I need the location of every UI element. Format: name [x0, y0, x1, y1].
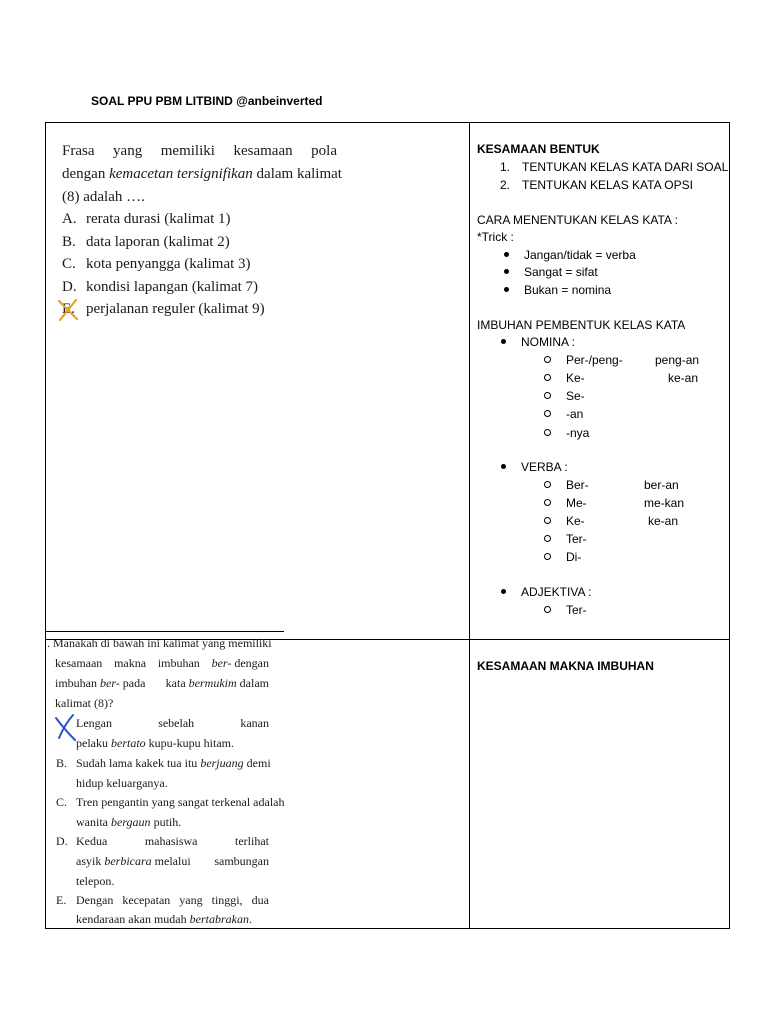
affix: Se-	[566, 389, 585, 403]
q2-italic: ber-	[100, 676, 120, 690]
affix-row	[544, 532, 587, 546]
affix: Ter-	[566, 603, 587, 617]
q2-line-2	[55, 656, 269, 671]
affix: Ke-	[566, 371, 585, 385]
class-label: ADJEKTIVA :	[521, 585, 592, 599]
q2-text: putih.	[150, 815, 182, 829]
trick-item	[504, 248, 636, 262]
affix: Ber-	[566, 478, 589, 492]
affix-row	[544, 550, 582, 564]
notes-heading: KESAMAAN BENTUK	[477, 142, 600, 156]
q2-text: kata	[165, 676, 189, 690]
q1-word: Frasa	[62, 143, 95, 159]
q1-word: pola	[311, 143, 337, 159]
option-letter: D.	[62, 279, 77, 295]
option-text: rerata durasi (kalimat 1)	[86, 211, 231, 227]
affix-row	[544, 478, 679, 492]
q2-option-b-line-2: hidup keluarganya.	[76, 776, 168, 790]
q2-italic: bermukim	[188, 676, 237, 690]
verba-label	[501, 460, 568, 474]
q2-word: terlihat	[235, 834, 269, 848]
q2-text: demi	[243, 756, 271, 770]
q2-option-d-line-2	[76, 854, 269, 869]
trick-text: Bukan = nomina	[524, 283, 612, 297]
q2-text: dengan	[231, 656, 269, 670]
q2-text: dalam	[236, 676, 269, 690]
q2-word: sambungan	[214, 854, 269, 868]
circle-bullet-icon	[544, 553, 551, 560]
trick-text: Sangat = sifat	[524, 265, 598, 279]
q2-word: tinggi,	[211, 893, 243, 907]
content-table	[45, 122, 730, 929]
q1-option-b	[62, 234, 230, 251]
q2-word: kesamaan	[55, 656, 103, 670]
nomina-label	[501, 335, 575, 349]
answer-check-mark-icon	[53, 712, 79, 744]
q2-word: imbuhan	[157, 656, 200, 670]
affix-title: IMBUHAN PEMBENTUK KELAS KATA	[477, 318, 686, 332]
trick-label: *Trick :	[477, 230, 514, 244]
affix: -an	[566, 407, 584, 421]
affix-row	[544, 407, 584, 421]
q2-italic: bertato	[111, 736, 146, 750]
option-letter: B.	[62, 234, 76, 250]
q2-text: .	[248, 912, 252, 926]
q2-word: Lengan	[76, 716, 112, 730]
method-title: CARA MENENTUKAN KELAS KATA :	[477, 213, 678, 227]
affix: -nya	[566, 426, 590, 440]
answer-cross-mark-icon	[56, 298, 80, 322]
q2-text: pada	[119, 676, 146, 690]
trick-text: Jangan/tidak = verba	[524, 248, 636, 262]
option-text: perjalanan reguler (kalimat 9)	[86, 301, 265, 317]
q2-italic: ber-	[211, 656, 232, 670]
q1-option-a	[62, 211, 231, 228]
q2-option-a-line-2	[76, 736, 234, 751]
affix-row	[544, 603, 587, 617]
affix: ke-an	[668, 371, 699, 385]
q2-option-c-line-1	[56, 795, 285, 810]
column-divider	[469, 123, 470, 928]
step-text: TENTUKAN KELAS KATA DARI SOAL	[522, 160, 729, 174]
q2-word: Dengan	[76, 893, 114, 907]
q2-text: wanita	[76, 815, 111, 829]
option-letter: E.	[62, 301, 75, 317]
circle-bullet-icon	[544, 374, 551, 381]
q2-italic: berbicara	[104, 854, 152, 868]
affix-row	[544, 514, 679, 528]
q2-word: makna	[114, 656, 147, 670]
q2-word: Kedua	[76, 834, 108, 848]
affix-row	[544, 353, 700, 367]
circle-bullet-icon	[544, 499, 551, 506]
option-text: kota penyangga (kalimat 3)	[86, 256, 251, 272]
q2-word: yang	[179, 893, 203, 907]
q2-line-4: kalimat (8)?	[55, 696, 114, 710]
bullet-icon	[501, 339, 506, 344]
affix: peng-an	[655, 353, 700, 367]
q1-option-c	[62, 256, 251, 273]
q1-word: yang	[113, 143, 143, 159]
q2-word: kanan	[240, 716, 269, 730]
affix: Ter-	[566, 532, 587, 546]
affix-row	[544, 496, 685, 510]
affix: ber-an	[644, 478, 679, 492]
circle-bullet-icon	[544, 517, 551, 524]
affix: Per-/peng-	[566, 353, 623, 367]
option-letter: A.	[62, 211, 77, 227]
q1-line-2	[62, 166, 342, 183]
q2-italic: berjuang	[200, 756, 244, 770]
q1-line-3: (8) adalah ….	[62, 189, 145, 205]
circle-bullet-icon	[544, 606, 551, 613]
q2-italic: bertabrakan	[189, 912, 249, 926]
circle-bullet-icon	[544, 481, 551, 488]
page-title: SOAL PPU PBM LITBIND @anbeinverted	[91, 94, 323, 108]
q2-word: sebelah	[158, 716, 195, 730]
q1-option-e	[62, 301, 265, 318]
q1-text: dengan	[62, 166, 110, 182]
trick-item	[504, 283, 611, 297]
bullet-icon	[504, 269, 509, 274]
q2-option-e-line-2	[76, 912, 252, 927]
adjektiva-label	[501, 585, 591, 599]
q2-text: imbuhan	[55, 676, 100, 690]
affix-row	[544, 371, 699, 385]
q1-line-1	[62, 143, 337, 160]
q1-text: dalam kalimat	[252, 166, 342, 182]
bullet-icon	[504, 252, 509, 257]
q2-word: dua	[251, 893, 269, 907]
q2-text: kupu-kupu hitam.	[145, 736, 234, 750]
q2-word: mahasiswa	[144, 834, 198, 848]
step-text: TENTUKAN KELAS KATA OPSI	[522, 178, 693, 192]
affix: me-kan	[644, 496, 685, 510]
circle-bullet-icon	[544, 392, 551, 399]
affix: Ke-	[566, 514, 585, 528]
affix: Di-	[566, 550, 582, 564]
q2-text: kendaraan akan mudah	[76, 912, 190, 926]
circle-bullet-icon	[544, 535, 551, 542]
option-text: kondisi lapangan (kalimat 7)	[86, 279, 259, 295]
option-letter: E.	[56, 893, 67, 907]
option-letter: D.	[56, 834, 68, 848]
affix-row	[544, 389, 585, 403]
q1-word: memiliki	[160, 143, 215, 159]
kesamaan-makna-heading: KESAMAAN MAKNA IMBUHAN	[477, 659, 654, 673]
trick-item	[504, 265, 598, 279]
q1-option-d	[62, 279, 258, 296]
q2-line-1: . Manakah di bawah ini kalimat yang memiliki	[47, 636, 272, 650]
bullet-icon	[501, 589, 506, 594]
circle-bullet-icon	[544, 429, 551, 436]
class-label: VERBA :	[521, 460, 568, 474]
q2-top-rule	[46, 631, 284, 632]
affix: ke-an	[648, 514, 679, 528]
q2-text: melalui	[151, 854, 191, 868]
step-1: 1. TENTUKAN KELAS KATA DARI SOAL	[500, 160, 729, 174]
q2-option-a-line-1	[76, 716, 269, 731]
q2-option-b-line-1	[56, 756, 271, 771]
q2-option-e-line-1	[56, 893, 269, 908]
class-label: NOMINA :	[521, 335, 576, 349]
q2-option-d-line-1	[56, 834, 269, 849]
affix-row	[544, 426, 590, 440]
circle-bullet-icon	[544, 410, 551, 417]
step-2: 2. TENTUKAN KELAS KATA OPSI	[500, 178, 693, 192]
q2-line-3	[55, 676, 269, 691]
q2-text: Tren pengantin yang sangat terkenal adalah	[76, 795, 285, 809]
q2-italic: bergaun	[111, 815, 151, 829]
option-letter: B.	[56, 756, 68, 770]
option-text: data laporan (kalimat 2)	[86, 234, 230, 250]
bullet-icon	[504, 287, 509, 292]
q2-option-c-line-2	[76, 815, 181, 830]
q2-option-d-line-3: telepon.	[76, 874, 115, 888]
bullet-icon	[501, 464, 506, 469]
q2-text: asyik	[76, 854, 105, 868]
q2-word: kecepatan	[122, 893, 171, 907]
q1-word: kesamaan	[233, 143, 293, 159]
option-letter: C.	[62, 256, 76, 272]
q2-text: Sudah lama kakek tua itu	[76, 756, 201, 770]
circle-bullet-icon	[544, 356, 551, 363]
q1-italic-phrase: kemacetan tersignifikan	[109, 166, 253, 182]
affix: Me-	[566, 496, 587, 510]
q2-text: pelaku	[76, 736, 111, 750]
option-letter: C.	[56, 795, 68, 809]
